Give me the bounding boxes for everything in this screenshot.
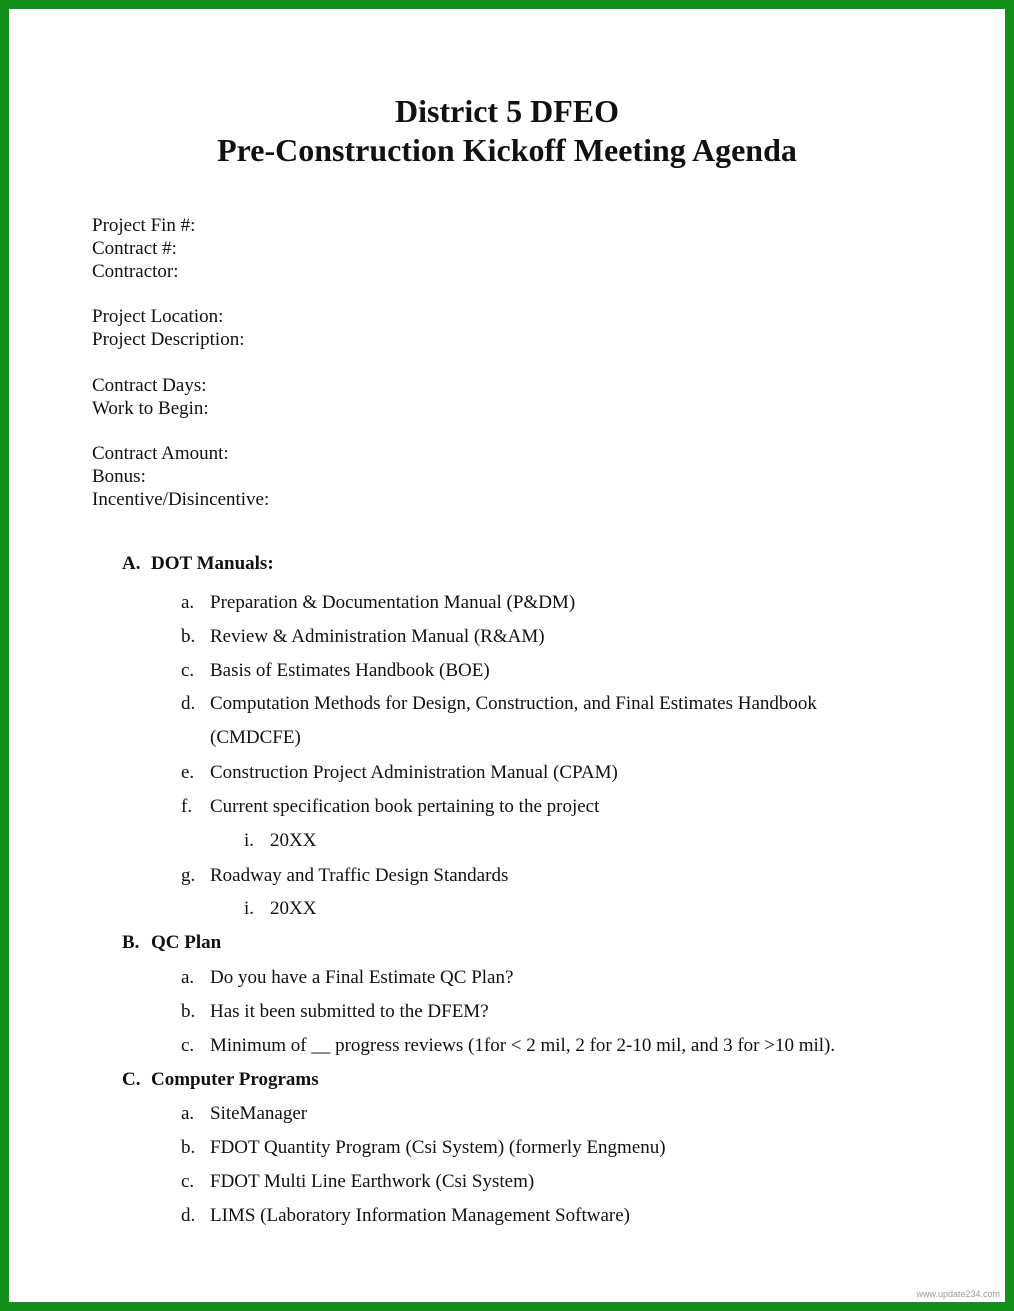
list-item-marker: a. (181, 1103, 195, 1124)
list-item (181, 1000, 489, 1023)
list-item (181, 1136, 666, 1159)
list-item-text: Preparation & Documentation Manual (P&DM) (210, 592, 576, 613)
field-bonus: Bonus: (92, 466, 146, 487)
list-item-marker: f. (181, 796, 193, 817)
sub-list-item (244, 897, 316, 920)
list-item (181, 1170, 534, 1193)
section-heading-computer-programs (122, 1068, 319, 1091)
list-item (181, 864, 508, 887)
list-item-text: Roadway and Traffic Design Standards (210, 865, 509, 886)
list-item-text: Do you have a Final Estimate QC Plan? (210, 967, 514, 988)
list-item-marker: d. (181, 693, 196, 714)
list-item (181, 687, 870, 755)
list-item-marker: e. (181, 762, 195, 783)
title-line-1: District 5 DFEO (395, 93, 619, 129)
list-item-text: Minimum of __ progress reviews (1for < 2 mil, 2 for 2-10 mil, and 3 for >10 mil). (210, 1035, 836, 1056)
list-item-text: Computation Methods for Design, Construction, and Final Estimates Handbook (CMDCFE) (210, 693, 817, 748)
list-item (181, 1034, 835, 1057)
field-contract-number: Contract #: (92, 238, 177, 259)
list-item-text: FDOT Quantity Program (Csi System) (formerly Engmenu) (210, 1137, 666, 1158)
sub-list-item-marker: i. (244, 830, 255, 851)
list-item-text: LIMS (Laboratory Information Management Software) (210, 1205, 630, 1226)
sub-list-item-text: 20XX (270, 898, 317, 919)
field-contract-days: Contract Days: (92, 375, 207, 396)
field-group-project-ids (92, 214, 195, 283)
sub-list-item-text: 20XX (270, 830, 317, 851)
list-item-text: FDOT Multi Line Earthwork (Csi System) (210, 1171, 535, 1192)
list-item-text: Basis of Estimates Handbook (BOE) (210, 660, 490, 681)
sub-list-item-marker: i. (244, 898, 255, 919)
field-incentive-disincentive: Incentive/Disincentive: (92, 489, 270, 510)
field-group-amounts (92, 442, 269, 511)
section-heading-dot-manuals (122, 552, 274, 575)
section-marker: C. (122, 1069, 141, 1090)
field-project-location: Project Location: (92, 306, 224, 327)
list-item-marker: c. (181, 660, 195, 681)
section-title: Computer Programs (151, 1069, 319, 1090)
section-marker: B. (122, 932, 140, 953)
sub-list-item (244, 829, 316, 852)
list-item-text: SiteManager (210, 1103, 308, 1124)
list-item (181, 1102, 307, 1125)
list-item-marker: b. (181, 1137, 196, 1158)
list-item (181, 1204, 630, 1227)
list-item-text: Construction Project Administration Manual (CPAM) (210, 762, 618, 783)
list-item-marker: g. (181, 865, 196, 886)
list-item-marker: a. (181, 592, 195, 613)
section-title: DOT Manuals: (151, 553, 274, 574)
list-item-marker: b. (181, 1001, 196, 1022)
list-item-marker: c. (181, 1171, 195, 1192)
list-item-marker: d. (181, 1205, 196, 1226)
field-project-fin: Project Fin #: (92, 215, 196, 236)
list-item-text: Review & Administration Manual (R&AM) (210, 626, 545, 647)
field-work-to-begin: Work to Begin: (92, 398, 209, 419)
field-contract-amount: Contract Amount: (92, 443, 229, 464)
field-group-schedule (92, 374, 209, 420)
list-item (181, 966, 513, 989)
list-item (181, 795, 599, 818)
section-title: QC Plan (151, 932, 222, 953)
field-group-location (92, 305, 245, 351)
field-contractor: Contractor: (92, 261, 179, 282)
list-item (181, 625, 545, 648)
list-item-marker: a. (181, 967, 195, 988)
page-title (0, 92, 1014, 170)
list-item-marker: b. (181, 626, 196, 647)
section-heading-qc-plan (122, 931, 221, 954)
section-marker: A. (122, 553, 141, 574)
list-item (181, 591, 575, 614)
field-project-description: Project Description: (92, 329, 245, 350)
list-item (181, 659, 490, 682)
watermark: www.update234.com (916, 1289, 1000, 1299)
list-item-marker: c. (181, 1035, 195, 1056)
list-item-text: Current specification book pertaining to the project (210, 796, 600, 817)
list-item-text: Has it been submitted to the DFEM? (210, 1001, 489, 1022)
title-line-2: Pre-Construction Kickoff Meeting Agenda (217, 132, 797, 168)
list-item (181, 761, 618, 784)
